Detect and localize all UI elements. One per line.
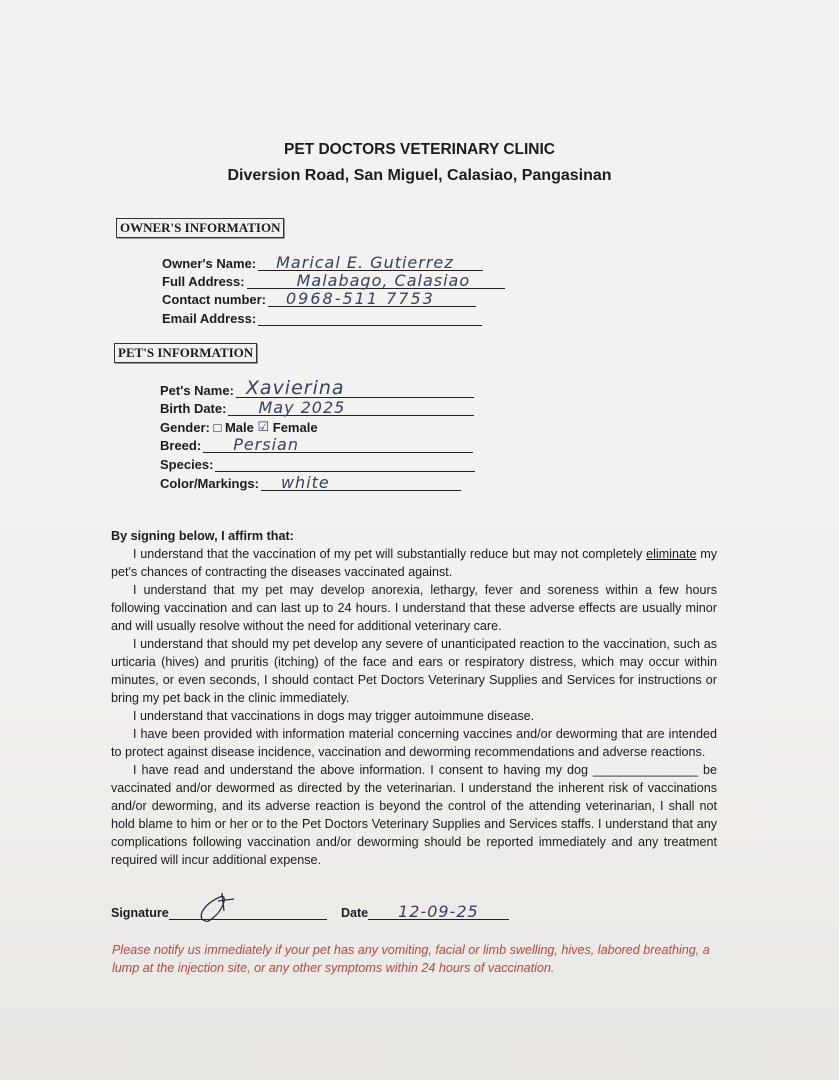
- date-label: Date: [341, 906, 369, 920]
- birth-date-value: May 2025: [258, 398, 346, 417]
- signature-label: Signature: [111, 906, 169, 920]
- signature-scribble: [194, 891, 254, 925]
- email-field[interactable]: [162, 311, 482, 326]
- affirmation-text: [111, 527, 717, 869]
- owner-section-heading: OWNER'S INFORMATION: [116, 218, 284, 238]
- breed-label: Breed:: [160, 438, 202, 453]
- p1-text: I understand that the vaccination of my pet will substantially reduce but may not completely: [133, 547, 647, 561]
- pet-section-heading: PET'S INFORMATION: [114, 343, 257, 363]
- paragraph-2: I understand that my pet may develop anorexia, lethargy, fever and soreness within a few hours following vaccination and can last up to 24 hours. I understand that these adverse effects are usually minor and will usually resolve without the need for additional veterinary care.: [111, 583, 717, 633]
- male-label: Male: [224, 420, 254, 435]
- male-checkbox[interactable]: □: [213, 420, 222, 435]
- clinic-name: PET DOCTORS VETERINARY CLINIC: [284, 141, 555, 158]
- color-label: Color/Markings:: [160, 476, 259, 491]
- paragraph-5: I have been provided with information material concerning vaccines and/or deworming that are intended to protect against disease incidence, vaccination and deworming recommendations and adverse reactions.: [111, 727, 717, 759]
- p1-text-end: my pet's chances of contracting the diseases vaccinated against.: [111, 547, 717, 579]
- pet-name-value: Xavierina: [245, 377, 345, 399]
- species-label: Species:: [160, 457, 214, 472]
- paragraph-6: I have read and understand the above information. I consent to having my dog _______________ be vaccinated and/or dewormed as directed by the veterinarian. I understand the inherent risk of vaccinations and/or deworming, and its adverse reaction is beyond the control of the attending veterinarian, I shall not hold blame to him or her or to the Pet Doctors Veterinary Supplies and Services staffs. I understand that any complications following vaccination and/or deworming should be reported immediately and any treatment required will incur additional expense.: [111, 763, 717, 867]
- gender-field: [160, 419, 318, 435]
- address-value: Malabago, Calasiao: [296, 271, 471, 290]
- date-field[interactable]: [341, 902, 509, 921]
- date-value: 12-09-25: [398, 902, 479, 921]
- address-label: Full Address:: [162, 274, 245, 289]
- color-field[interactable]: [160, 473, 461, 492]
- breed-field[interactable]: [160, 435, 473, 454]
- p1-underlined: eliminate: [646, 547, 697, 561]
- address-field[interactable]: [162, 271, 505, 290]
- owner-name-label: Owner's Name:: [162, 256, 257, 271]
- paragraph-3: I understand that should my pet develop any severe of unanticipated reaction to the vaccination, such as urticaria (hives) and pruritis (itching) of the face and ears or respiratory distress, which may occur within minutes, or even seconds, I should contact Pet Doctors Veterinary Supplies and Services for instructions or bring my pet back in the clinic immediately.: [111, 637, 717, 705]
- post-vaccination-notice: Please notify us immediately if your pet has any vomiting, facial or limb swelling, hives, labored breathing, a lump at the injection site, or any other symptoms within 24 hours of vaccination.: [112, 943, 710, 975]
- paragraph-4: I understand that vaccinations in dogs may trigger autoimmune disease.: [133, 709, 535, 723]
- clinic-address: Diversion Road, San Miguel, Calasiao, Pangasinan: [227, 167, 612, 184]
- species-field[interactable]: [160, 457, 475, 472]
- affirmation-lead: By signing below, I affirm that:: [111, 529, 294, 543]
- signature-field[interactable]: [111, 905, 327, 920]
- gender-label: Gender:: [160, 420, 210, 435]
- pet-name-label: Pet's Name:: [160, 383, 234, 398]
- birth-date-label: Birth Date:: [160, 401, 227, 416]
- birth-date-field[interactable]: [160, 398, 474, 417]
- owner-name-value: Marical E. Gutierrez: [276, 253, 454, 272]
- contact-field[interactable]: [162, 289, 476, 308]
- contact-value: 0968-511 7753: [286, 289, 435, 308]
- email-label: Email Address:: [162, 311, 257, 326]
- female-checkbox-checked[interactable]: ☑: [257, 419, 270, 434]
- pet-name-field[interactable]: [160, 377, 474, 399]
- contact-label: Contact number:: [162, 292, 266, 307]
- female-label: Female: [272, 420, 318, 435]
- owner-name-field[interactable]: [162, 253, 483, 272]
- paragraph-1: [111, 545, 717, 581]
- color-value: white: [280, 473, 330, 492]
- breed-value: Persian: [233, 435, 299, 454]
